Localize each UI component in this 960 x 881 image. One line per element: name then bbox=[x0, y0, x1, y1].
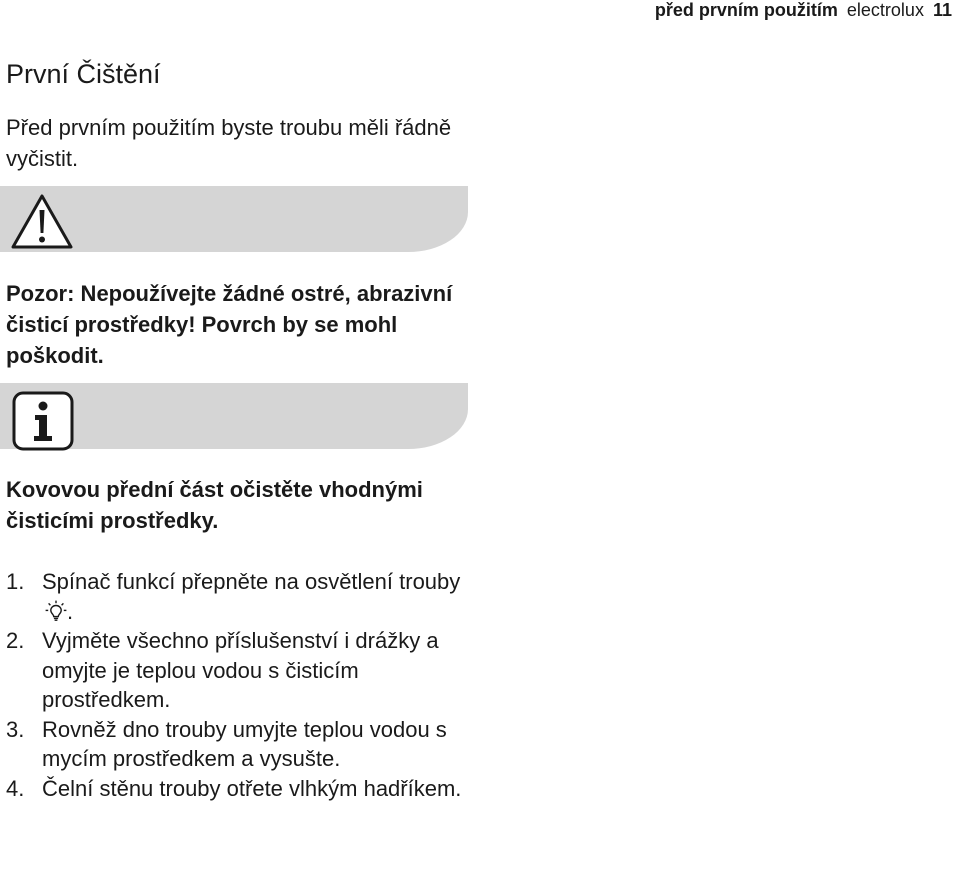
step-suffix: . bbox=[67, 598, 74, 624]
step-3 bbox=[6, 715, 476, 774]
step-text: Spínač funkcí přepněte na osvětlení trouby bbox=[42, 569, 461, 594]
info-text: Kovovou přední část očistěte vhodnými čisticími prostředky. bbox=[6, 477, 423, 533]
intro-text: Před prvním použitím byste troubu měli řádně vyčistit. bbox=[6, 115, 452, 171]
page-title: První Čištění bbox=[6, 59, 161, 89]
warning-text: Pozor: Nepoužívejte žádné ostré, abrazivní čisticí prostředky! Povrch by se mohl poškodit. bbox=[6, 281, 453, 368]
info-icon bbox=[12, 391, 74, 451]
page-number: 11 bbox=[932, 0, 952, 20]
warning-triangle-icon bbox=[10, 193, 74, 251]
step-text: Čelní stěnu trouby otřete vlhkým hadříkem. bbox=[42, 775, 462, 801]
oven-light-bulb-icon bbox=[45, 600, 67, 622]
header-section: před prvním použitím bbox=[654, 0, 838, 20]
header-brand: electrolux bbox=[846, 0, 924, 20]
step-text: Rovněž dno trouby umyjte teplou vodou s mycím prostředkem a vysušte. bbox=[42, 716, 447, 771]
step-number: 2. bbox=[6, 628, 25, 653]
step-number: 1. bbox=[6, 569, 25, 594]
step-text: Vyjměte všechno příslušenství i drážky a omyjte je teplou vodou s čisticím prostředkem. bbox=[42, 628, 439, 712]
step-number: 3. bbox=[6, 716, 25, 742]
cleaning-steps bbox=[6, 567, 476, 803]
step-number: 4. bbox=[6, 775, 25, 801]
step-4 bbox=[6, 774, 476, 804]
step-2 bbox=[6, 626, 476, 715]
page-header bbox=[655, 0, 952, 24]
step-1 bbox=[6, 567, 476, 626]
